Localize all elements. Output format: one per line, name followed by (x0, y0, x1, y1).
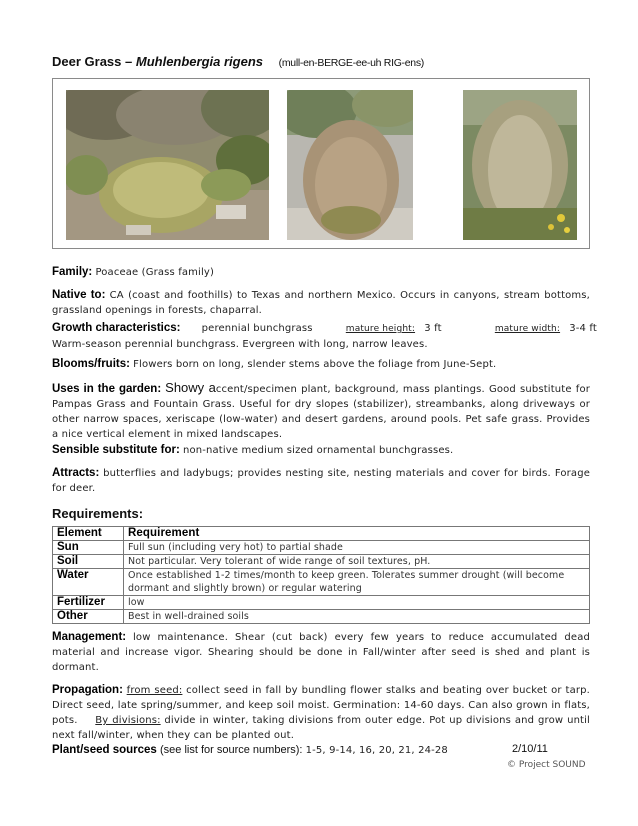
common-name: Deer Grass (52, 54, 122, 69)
propagation-section (52, 683, 590, 743)
scientific-name: Muhlenbergia rigens (135, 54, 264, 69)
attracts-text: butterflies and ladybugs; provides nesting site, nesting materials and cover for birds. Forage for deer. (52, 468, 590, 494)
family-text: Poaceae (Grass family) (95, 267, 215, 278)
uses-label: Uses in the garden: (52, 383, 162, 395)
family-section (52, 265, 590, 280)
divisions-text: divide in winter, taking divisions from outer edge. Pot up divisions and grow until next fall/winter, when they can be planted out. (52, 715, 590, 741)
management-section (52, 630, 590, 675)
seed-label: from seed: (126, 685, 183, 696)
table-row (53, 555, 590, 569)
seed-text: collect seed in fall by bundling flower stalks and beating over bucket or tarp. Direct seed, late spring/summer, and keep soil moist. Germination: 14-60 days. Can also grown in flats, pots. (52, 685, 590, 726)
attracts-label: Attracts: (52, 467, 100, 479)
mature-height-label: mature height: (345, 324, 416, 334)
attracts-section (52, 466, 590, 496)
uses-lead: Showy a (165, 380, 216, 395)
native-section (52, 288, 590, 318)
row-element: Sun (53, 541, 124, 555)
growth-label: Growth characteristics: (52, 322, 181, 334)
management-label: Management: (52, 631, 127, 643)
blooms-label: Blooms/fruits: (52, 358, 130, 370)
uses-section (52, 380, 590, 442)
sources-text: 1-5, 9-14, 16, 20, 21, 24-28 (305, 745, 448, 756)
table-row (53, 596, 590, 610)
table-header-row (53, 527, 590, 541)
management-text: low maintenance. Shear (cut back) every few years to reduce accumulated dead material and increase vigor. Shearing should be done in Fall/winter after seed is shed and plant is dormant. (52, 632, 590, 673)
uses-text: ccent/specimen plant, background, mass plantings. Good substitute for Pampas Grass and Fountain Grass. Useful for dry slopes (stabilizer), streambanks, along driveways or other narrow spaces, xeriscape (low-water) and desert gardens, around pools. Pet safe grass. Provides a nice vertical element in mixed landscapes. (52, 384, 591, 440)
row-requirement: Best in well-drained soils (124, 610, 590, 624)
photo-single-clump (287, 90, 413, 240)
substitute-section (52, 443, 590, 458)
row-requirement: low (124, 596, 590, 610)
column-header-requirement: Requirement (124, 527, 590, 541)
row-requirement: Once established 1-2 times/month to keep green. Tolerates summer drought (will become dormant and slightly brown) or regular watering (124, 569, 590, 596)
growth-section (52, 321, 597, 352)
native-text: CA (coast and foothills) to Texas and northern Mexico. Occurs in canyons, stream bottoms, grassland openings in forests, chaparral. (52, 290, 590, 316)
sources-line (52, 744, 448, 756)
propagation-label: Propagation: (52, 684, 123, 696)
table-row (53, 610, 590, 624)
row-requirement: Not particular. Very tolerant of wide range of soil textures, pH. (124, 555, 590, 569)
row-element: Soil (53, 555, 124, 569)
table-row (53, 569, 590, 596)
family-label: Family: (52, 266, 93, 278)
mature-height-value: 3 ft (424, 323, 442, 334)
growth-text: Warm-season perennial bunchgrass. Evergreen with long, narrow leaves. (52, 339, 428, 350)
sheet-date: 2/10/11 (512, 743, 548, 755)
pronunciation: (mull-en-BERGE-ee-uh RIG-ens) (278, 57, 424, 69)
divisions-label: By divisions: (95, 715, 161, 726)
requirements-table (52, 526, 590, 624)
requirements-heading: Requirements: (52, 506, 144, 521)
table-row (53, 541, 590, 555)
substitute-label: Sensible substitute for: (52, 444, 180, 456)
row-element: Water (53, 569, 124, 596)
blooms-text: Flowers born on long, slender stems above the foliage from June-Sept. (133, 359, 497, 370)
substitute-text: non-native medium sized ornamental bunchgrasses. (182, 445, 454, 456)
mature-width-value: 3-4 ft (569, 323, 597, 334)
page-title (52, 54, 424, 69)
sources-note: (see list for source numbers): (160, 744, 303, 756)
growth-habit: perennial bunchgrass (201, 323, 313, 334)
blooms-section (52, 357, 590, 372)
row-element: Other (53, 610, 124, 624)
photo-garden-planting (66, 90, 269, 240)
copyright: © Project SOUND (507, 760, 586, 770)
row-requirement: Full sun (including very hot) to partial shade (124, 541, 590, 555)
row-element: Fertilizer (53, 596, 124, 610)
photo-strip (52, 78, 590, 249)
title-dash: – (125, 54, 133, 69)
column-header-element: Element (53, 527, 124, 541)
mature-width-label: mature width: (494, 324, 561, 334)
photo-flower-spikes (463, 90, 577, 240)
native-label: Native to: (52, 289, 106, 301)
sources-label: Plant/seed sources (52, 744, 157, 756)
